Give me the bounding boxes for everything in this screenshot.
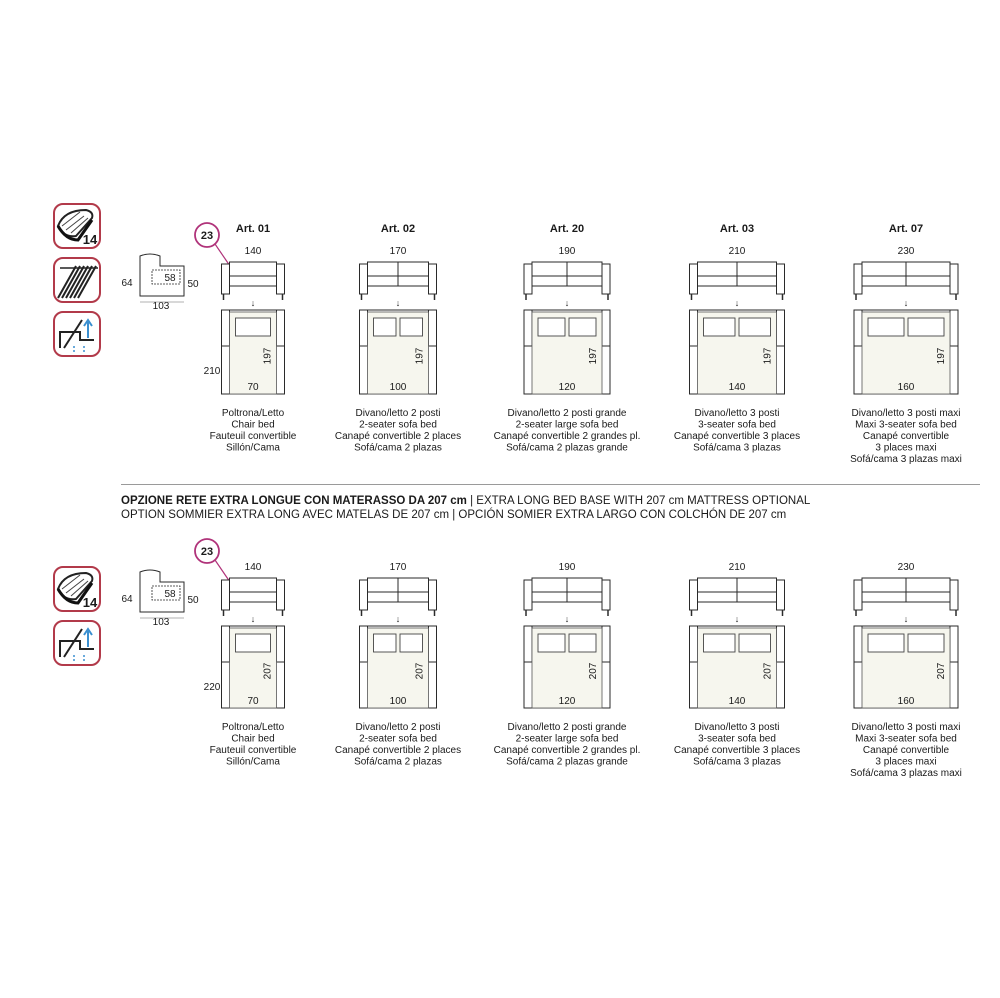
side-seat-height-label: 50 <box>187 595 199 606</box>
mattress-width-label: 120 <box>558 382 576 393</box>
description-line: 2-seater sofa bed <box>359 733 437 745</box>
bed-armrest-left <box>690 310 698 346</box>
sofa-armrest-right <box>777 580 785 610</box>
description-line: Canapé convertible 2 grandes pl. <box>493 745 641 756</box>
open-arrow: ↓ <box>250 298 256 308</box>
mattress-length-label: 207 <box>414 662 426 680</box>
article-3 <box>674 562 800 768</box>
pillow <box>704 318 736 336</box>
mattress-length-label: 207 <box>762 662 774 680</box>
side-seat-depth-label: 58 <box>164 589 176 600</box>
pillow <box>374 634 397 652</box>
mattress-width-label: 70 <box>247 696 259 707</box>
open-arrow: ↓ <box>903 298 909 308</box>
spring-slats-icon <box>54 258 100 302</box>
open-arrow: ↓ <box>564 298 570 308</box>
sofa-armrest-right <box>429 580 437 610</box>
article-width-label: 190 <box>558 246 576 257</box>
pillow <box>236 318 271 336</box>
mattress-width-label: 140 <box>728 696 746 707</box>
description-line: Sofá/cama 3 plazas <box>693 756 781 768</box>
sofa-armrest-left <box>690 264 698 294</box>
bed-armrest-right <box>602 310 610 346</box>
sofa-seat <box>230 276 277 286</box>
description-line: Canapé convertible 2 places <box>334 745 462 756</box>
description-line: Canapé convertible <box>862 745 950 756</box>
open-length-label: 210 <box>203 366 221 377</box>
description-line: Divano/letto 2 posti grande <box>507 722 627 733</box>
description-line: Divano/letto 3 posti <box>694 722 780 733</box>
side-seat-height-label: 50 <box>187 279 199 290</box>
foam-badge-number: 14 <box>82 595 98 610</box>
description-line: Maxi 3-seater sofa bed <box>855 733 957 745</box>
description-line: Sillón/Cama <box>226 442 280 454</box>
article-1 <box>335 562 461 768</box>
bed-armrest-right <box>950 310 958 346</box>
article-0 <box>210 562 297 768</box>
section-divider <box>121 484 980 485</box>
pillow <box>400 318 423 336</box>
mattress-width-label: 160 <box>897 382 915 393</box>
mattress-length-label: 197 <box>588 347 599 365</box>
description-line: Maxi 3-seater sofa bed <box>855 419 957 431</box>
mattress-length-label: 207 <box>936 662 947 680</box>
pillow <box>908 318 944 336</box>
bed-armrest-left <box>524 626 532 662</box>
bed-armrest-left <box>690 626 698 662</box>
description-line: Sofá/cama 3 plazas maxi <box>850 454 962 465</box>
description-line: Fauteuil convertible <box>209 745 297 756</box>
open-arrow: ↓ <box>734 298 740 308</box>
article-code: Art. 01 <box>235 223 271 235</box>
callout-arrow <box>215 244 230 266</box>
description-line: Poltrona/Letto <box>221 408 285 419</box>
bed-mechanism-icon <box>54 312 100 356</box>
description-line: Divano/letto 2 posti <box>355 722 441 733</box>
side-view <box>121 254 199 312</box>
description-line: Divano/letto 3 posti <box>694 408 780 419</box>
sofa-seat <box>230 592 277 602</box>
pillow <box>739 318 771 336</box>
pillow <box>704 634 736 652</box>
description-line: Sofá/cama 2 plazas <box>354 442 442 454</box>
pillow <box>569 634 596 652</box>
callout-23 <box>195 539 230 582</box>
description-line: Divano/letto 3 posti maxi <box>851 722 961 733</box>
sofa-armrest-right <box>950 264 958 294</box>
bed-armrest-right <box>277 626 285 662</box>
open-length-label: 220 <box>203 682 221 693</box>
bed-armrest-right <box>277 310 285 346</box>
sofa-backrest <box>230 578 277 592</box>
callout-number: 23 <box>200 546 214 558</box>
article-width-label: 210 <box>728 562 746 573</box>
bed-armrest-left <box>854 310 862 346</box>
header-line-1 <box>121 494 981 508</box>
sofa-armrest-right <box>602 580 610 610</box>
header-line-2: OPTION SOMMIER EXTRA LONG AVEC MATELAS DE 207 cm | OPCIÓN SOMIER EXTRA LARGO CON COLCHÓN DE 207 cm <box>121 509 787 521</box>
open-arrow: ↓ <box>395 298 401 308</box>
mattress-width-label: 160 <box>897 696 915 707</box>
description-line: 3 places maxi <box>875 756 937 768</box>
description-line: Fauteuil convertible <box>209 431 297 442</box>
side-height-label: 64 <box>121 594 133 605</box>
pillow <box>538 634 565 652</box>
description-line: 2-seater sofa bed <box>359 419 437 431</box>
article-width-label: 190 <box>558 562 576 573</box>
side-depth-label: 103 <box>152 617 170 628</box>
foam-14-icon <box>54 567 100 611</box>
bed-armrest-left <box>360 310 368 346</box>
bed-armrest-left <box>222 310 230 346</box>
sofa-backrest <box>230 262 277 276</box>
sofa-armrest-right <box>602 264 610 294</box>
foam-14-icon <box>54 204 100 248</box>
mattress-width-label: 140 <box>728 382 746 393</box>
bed-mechanism-icon <box>54 621 100 665</box>
pillow <box>908 634 944 652</box>
sofa-armrest-right <box>277 580 285 610</box>
bed-armrest-left <box>360 626 368 662</box>
description-line: Divano/letto 3 posti maxi <box>851 408 961 419</box>
mattress-length-label: 197 <box>262 347 274 365</box>
sofa-armrest-right <box>950 580 958 610</box>
open-arrow: ↓ <box>564 614 570 624</box>
bed-armrest-right <box>777 310 785 346</box>
article-code: Art. 20 <box>549 223 585 235</box>
mattress-width-label: 120 <box>558 696 576 707</box>
description-line: Canapé convertible 3 places <box>673 431 801 442</box>
mattress-length-label: 197 <box>936 347 947 365</box>
description-line: Chair bed <box>231 419 275 431</box>
header-line-1-rest: | EXTRA LONG BED BASE WITH 207 cm MATTRESS OPTIONAL <box>466 495 811 507</box>
side-height-label: 64 <box>121 278 133 289</box>
pillow <box>868 318 904 336</box>
foam-badge-number: 14 <box>82 232 98 247</box>
extra-long-option-header <box>121 494 981 522</box>
mattress-width-label: 100 <box>389 382 407 393</box>
header-line-1-bold: OPZIONE RETE EXTRA LONGUE CON MATERASSO DA 207 cm <box>121 495 467 507</box>
description-line: Sofá/cama 2 plazas grande <box>506 442 628 454</box>
description-line: Canapé convertible <box>862 431 950 442</box>
pillow <box>868 634 904 652</box>
pillow <box>569 318 596 336</box>
bed-armrest-right <box>777 626 785 662</box>
description-line: 3 places maxi <box>875 442 937 454</box>
description-line: Sillón/Cama <box>226 756 280 768</box>
description-line: Canapé convertible 2 grandes pl. <box>493 431 641 442</box>
article-4 <box>850 223 962 465</box>
sofa-armrest-left <box>360 580 368 610</box>
description-line: Canapé convertible 3 places <box>673 745 801 756</box>
callout-number: 23 <box>200 230 214 242</box>
mattress-width-label: 100 <box>389 696 407 707</box>
article-0 <box>210 223 297 454</box>
article-width-label: 230 <box>897 562 915 573</box>
pillow <box>739 634 771 652</box>
article-width-label: 230 <box>897 246 915 257</box>
side-seat-depth-label: 58 <box>164 273 176 284</box>
sofa-armrest-left <box>360 264 368 294</box>
bed-armrest-left <box>854 626 862 662</box>
section-standard <box>54 204 962 465</box>
bed-armrest-right <box>950 626 958 662</box>
sofa-armrest-right <box>277 264 285 294</box>
mattress-length-label: 197 <box>414 347 426 365</box>
sofa-armrest-right <box>777 264 785 294</box>
article-2 <box>494 223 641 454</box>
description-line: Chair bed <box>231 733 275 745</box>
description-line: Sofá/cama 3 plazas <box>693 442 781 454</box>
article-code: Art. 03 <box>719 223 755 235</box>
open-arrow: ↓ <box>903 614 909 624</box>
description-line: Divano/letto 2 posti <box>355 408 441 419</box>
description-line: 2-seater large sofa bed <box>515 419 619 431</box>
article-code: Art. 07 <box>888 223 924 235</box>
side-view <box>121 570 199 628</box>
description-line: 2-seater large sofa bed <box>515 733 619 745</box>
article-2 <box>494 562 641 768</box>
article-width-label: 170 <box>389 562 407 573</box>
description-line: Sofá/cama 2 plazas <box>354 756 442 768</box>
article-1 <box>335 223 461 454</box>
bed-armrest-left <box>524 310 532 346</box>
callout-arrow <box>215 560 230 582</box>
pillow <box>538 318 565 336</box>
pillow <box>236 634 271 652</box>
bed-armrest-right <box>602 626 610 662</box>
article-4 <box>850 562 962 779</box>
bed-armrest-right <box>429 310 437 346</box>
sofa-armrest-left <box>524 264 532 294</box>
article-width-label: 140 <box>244 246 262 257</box>
article-width-label: 210 <box>728 246 746 257</box>
open-arrow: ↓ <box>250 614 256 624</box>
sofa-armrest-right <box>429 264 437 294</box>
sofa-armrest-left <box>854 264 862 294</box>
mattress-length-label: 197 <box>762 347 774 365</box>
sofa-armrest-left <box>524 580 532 610</box>
mattress-width-label: 70 <box>247 382 259 393</box>
description-line: Poltrona/Letto <box>221 722 285 733</box>
article-3 <box>674 223 800 454</box>
pillow <box>374 318 397 336</box>
bed-armrest-left <box>222 626 230 662</box>
section-extra-long <box>54 539 962 779</box>
article-width-label: 140 <box>244 562 262 573</box>
open-arrow: ↓ <box>395 614 401 624</box>
sofa-armrest-left <box>690 580 698 610</box>
description-line: Sofá/cama 2 plazas grande <box>506 756 628 768</box>
description-line: 3-seater sofa bed <box>698 419 776 431</box>
description-line: Divano/letto 2 posti grande <box>507 408 627 419</box>
sofa-armrest-left <box>222 264 230 294</box>
open-arrow: ↓ <box>734 614 740 624</box>
sofa-armrest-left <box>222 580 230 610</box>
side-depth-label: 103 <box>152 301 170 312</box>
callout-23 <box>195 223 230 266</box>
pillow <box>400 634 423 652</box>
article-width-label: 170 <box>389 246 407 257</box>
mattress-length-label: 207 <box>588 662 599 680</box>
sofa-armrest-left <box>854 580 862 610</box>
article-code: Art. 02 <box>380 223 416 235</box>
description-line: 3-seater sofa bed <box>698 733 776 745</box>
description-line: Sofá/cama 3 plazas maxi <box>850 768 962 779</box>
mattress-length-label: 207 <box>262 662 274 680</box>
description-line: Canapé convertible 2 places <box>334 431 462 442</box>
bed-armrest-right <box>429 626 437 662</box>
